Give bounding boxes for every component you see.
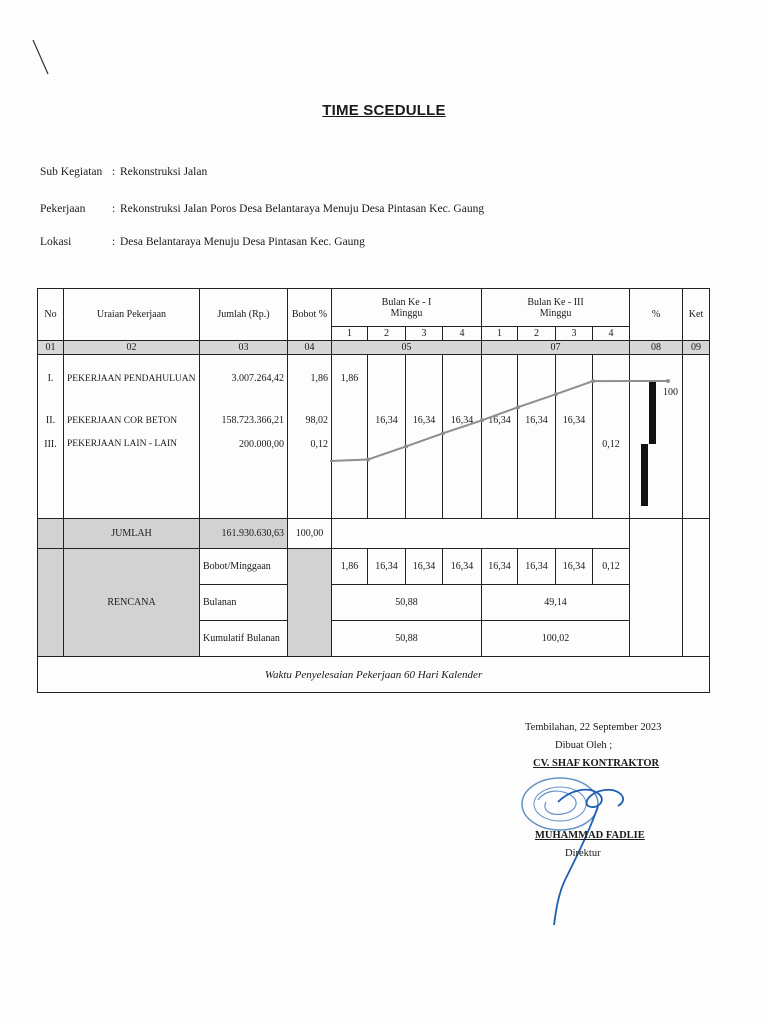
bulanan-value: 49,14 bbox=[482, 585, 630, 621]
header-persen: % bbox=[630, 289, 683, 341]
week-header: 2 bbox=[518, 327, 556, 341]
kumulatif-value: 50,88 bbox=[332, 621, 482, 657]
jumlah-label: JUMLAH bbox=[64, 519, 200, 549]
row-jumlah: 158.723.366,21 bbox=[200, 403, 288, 439]
ket-footer-cell bbox=[683, 519, 710, 657]
code-cell: 02 bbox=[64, 341, 200, 355]
header-minggu-label: Minggu bbox=[390, 307, 423, 319]
week-cell bbox=[443, 355, 482, 403]
info-value: Rekonstruksi Jalan bbox=[120, 166, 208, 178]
header-no: No bbox=[38, 289, 64, 341]
week-cell bbox=[406, 439, 443, 519]
document-title: TIME SCEDULLE bbox=[322, 102, 446, 119]
week-cell bbox=[443, 439, 482, 519]
week-cell bbox=[556, 355, 593, 403]
table-row bbox=[38, 439, 710, 519]
week-cell: 16,34 bbox=[518, 403, 556, 439]
bobot-minggu-value: 1,86 bbox=[332, 549, 368, 585]
week-header: 1 bbox=[332, 327, 368, 341]
row-uraian: PEKERJAAN LAIN - LAIN bbox=[64, 439, 200, 519]
row-no: II. bbox=[38, 403, 64, 439]
row-jumlah: 3.007.264,42 bbox=[200, 355, 288, 403]
info-value: Rekonstruksi Jalan Poros Desa Belantaraya Menuju Desa Pintasan Kec. Gaung bbox=[120, 203, 485, 215]
row-jumlah: 200.000,00 bbox=[200, 439, 288, 519]
table-row bbox=[38, 355, 710, 403]
schedule-table bbox=[37, 288, 710, 693]
row-bobot: 1,86 bbox=[288, 355, 332, 403]
row-uraian: PEKERJAAN COR BETON bbox=[64, 403, 200, 439]
signer-name: MUHAMMAD FADLIE bbox=[535, 830, 645, 841]
info-sub-kegiatan: Sub Kegiatan : Rekonstruksi Jalan bbox=[40, 166, 208, 178]
info-pekerjaan: Pekerjaan : Rekonstruksi Jalan Poros Desa Belantaraya Menuju Desa Pintasan Kec. Gaung bbox=[40, 203, 485, 215]
bobot-minggu-value: 16,34 bbox=[518, 549, 556, 585]
week-cell bbox=[368, 439, 406, 519]
week-cell bbox=[593, 355, 630, 403]
bobot-minggu-value: 0,12 bbox=[593, 549, 630, 585]
week-cell bbox=[556, 439, 593, 519]
week-cell bbox=[406, 355, 443, 403]
place-date: Tembilahan, 22 September 2023 bbox=[525, 722, 662, 733]
shaded-cell bbox=[288, 549, 332, 657]
footer-note: Waktu Penyelesaian Pekerjaan 60 Hari Kalender bbox=[38, 657, 710, 693]
code-cell: 05 bbox=[332, 341, 482, 355]
info-value: Desa Belantaraya Menuju Desa Pintasan Kec. Gaung bbox=[120, 236, 365, 248]
signer-role: Direktur bbox=[565, 848, 601, 859]
table-row bbox=[38, 403, 710, 439]
week-header: 4 bbox=[593, 327, 630, 341]
week-cell bbox=[368, 355, 406, 403]
bobot-minggu-value: 16,34 bbox=[406, 549, 443, 585]
ket-cell bbox=[683, 355, 710, 519]
curve-end-label: 100 bbox=[663, 387, 678, 398]
week-cell: 0,12 bbox=[593, 439, 630, 519]
row-uraian: PEKERJAAN PENDAHULUAN bbox=[64, 355, 200, 403]
bobot-minggu-value: 16,34 bbox=[556, 549, 593, 585]
week-cell bbox=[518, 439, 556, 519]
info-label: Sub Kegiatan bbox=[40, 166, 103, 178]
row-no: III. bbox=[38, 439, 64, 519]
header-uraian: Uraian Pekerjaan bbox=[64, 289, 200, 341]
info-lokasi: Lokasi : Desa Belantaraya Menuju Desa Pintasan Kec. Gaung bbox=[40, 236, 365, 248]
week-header: 3 bbox=[406, 327, 443, 341]
bobot-minggu-value: 16,34 bbox=[368, 549, 406, 585]
bobot-minggu-row bbox=[38, 549, 710, 585]
header-bobot: Bobot % bbox=[288, 289, 332, 341]
week-cell bbox=[482, 439, 518, 519]
week-cell: 16,34 bbox=[368, 403, 406, 439]
header-ket: Ket bbox=[683, 289, 710, 341]
header-minggu-label: Minggu bbox=[539, 307, 572, 319]
info-label: Lokasi bbox=[40, 236, 72, 248]
info-label: Pekerjaan bbox=[40, 203, 86, 215]
week-cell bbox=[332, 403, 368, 439]
week-cell: 16,34 bbox=[556, 403, 593, 439]
week-cell: 16,34 bbox=[482, 403, 518, 439]
header-bulan-1-label: Bulan Ke - I bbox=[381, 296, 432, 308]
persen-footer-cell bbox=[630, 519, 683, 657]
week-cell bbox=[332, 439, 368, 519]
rencana-label: RENCANA bbox=[64, 549, 200, 657]
week-header: 3 bbox=[556, 327, 593, 341]
week-cell: 16,34 bbox=[443, 403, 482, 439]
kumulatif-label: Kumulatif Bulanan bbox=[200, 621, 288, 657]
header-bulan-3 bbox=[482, 289, 630, 327]
company-name: CV. SHAF KONTRAKTOR bbox=[533, 758, 660, 769]
header-bulan-1 bbox=[332, 289, 482, 327]
header-jumlah: Jumlah (Rp.) bbox=[200, 289, 288, 341]
jumlah-bobot: 100,00 bbox=[288, 519, 332, 549]
bulanan-value: 50,88 bbox=[332, 585, 482, 621]
week-cell: 1,86 bbox=[332, 355, 368, 403]
bobot-minggu-label: Bobot/Minggaan bbox=[200, 549, 288, 585]
code-cell: 08 bbox=[630, 341, 683, 355]
shaded-cell bbox=[38, 519, 64, 549]
jumlah-total: 161.930.630,63 bbox=[200, 519, 288, 549]
week-cell bbox=[482, 355, 518, 403]
code-cell: 01 bbox=[38, 341, 64, 355]
pen-scratch-mark bbox=[30, 38, 52, 78]
week-header: 4 bbox=[443, 327, 482, 341]
week-cell: 16,34 bbox=[406, 403, 443, 439]
code-cell: 09 bbox=[683, 341, 710, 355]
persen-cell bbox=[630, 355, 683, 519]
week-cell bbox=[518, 355, 556, 403]
code-cell: 04 bbox=[288, 341, 332, 355]
dibuat-oleh: Dibuat Oleh ; bbox=[555, 740, 613, 751]
footer-row bbox=[38, 657, 710, 693]
bobot-minggu-value: 16,34 bbox=[482, 549, 518, 585]
bobot-minggu-value: 16,34 bbox=[443, 549, 482, 585]
week-cell bbox=[593, 403, 630, 439]
week-header: 1 bbox=[482, 327, 518, 341]
row-bobot: 0,12 bbox=[288, 439, 332, 519]
jumlah-row bbox=[38, 519, 710, 549]
code-cell: 03 bbox=[200, 341, 288, 355]
week-header: 2 bbox=[368, 327, 406, 341]
code-cell: 07 bbox=[482, 341, 630, 355]
jumlah-empty bbox=[332, 519, 630, 549]
row-bobot: 98,02 bbox=[288, 403, 332, 439]
shaded-cell bbox=[38, 549, 64, 657]
kumulatif-value: 100,02 bbox=[482, 621, 630, 657]
bulanan-label: Bulanan bbox=[200, 585, 288, 621]
row-no: I. bbox=[38, 355, 64, 403]
header-bulan-3-label: Bulan Ke - III bbox=[527, 296, 584, 308]
